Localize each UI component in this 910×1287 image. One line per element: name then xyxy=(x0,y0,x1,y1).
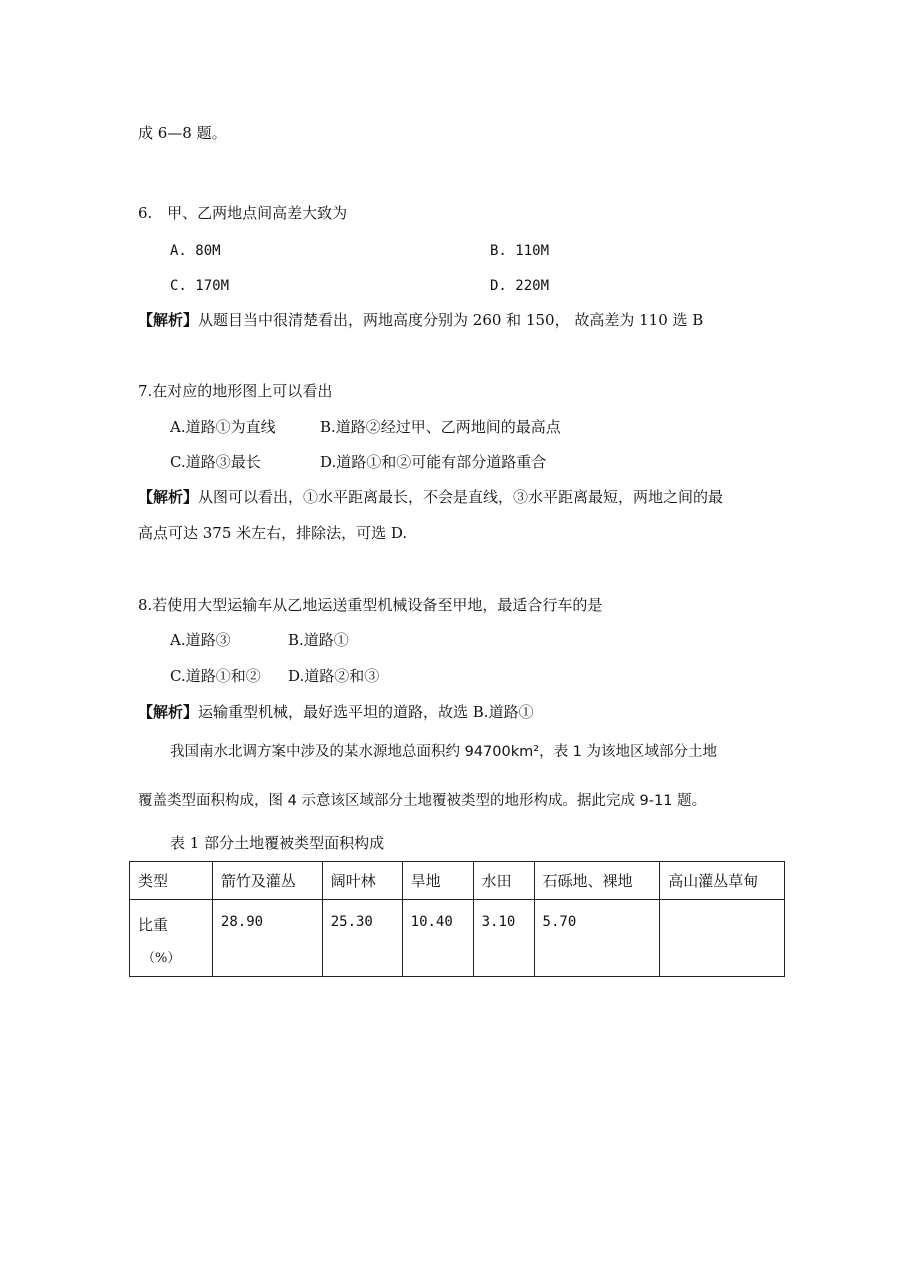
question-7-analysis xyxy=(138,487,723,509)
value-cell: 25.30 xyxy=(322,900,402,977)
header-cell: 高山灌丛草甸 xyxy=(660,862,785,900)
option-value: 170M xyxy=(195,278,230,294)
question-7-option-b: B.道路②经过甲、乙两地间的最高点 xyxy=(320,418,561,436)
analysis-tag: 【解析】 xyxy=(138,703,199,721)
question-7-option-c: C.道路③最长 xyxy=(170,453,261,471)
header-cell: 阔叶林 xyxy=(322,862,402,900)
option-value: 220M xyxy=(515,278,550,294)
value-cell: 3.10 xyxy=(473,900,534,977)
option-label: D. xyxy=(490,278,507,294)
question-8-option-c: C.道路①和② xyxy=(170,667,261,685)
value-cell: 10.40 xyxy=(402,900,473,977)
question-8-analysis xyxy=(138,702,534,724)
question-8-option-a: A.道路③ xyxy=(170,631,231,649)
option-value: 80M xyxy=(195,243,221,259)
row-label: 比重 xyxy=(138,916,169,934)
question-7-option-a: A.道路①为直线 xyxy=(170,418,276,436)
question-7-analysis-line-2: 高点可达 375 米左右，排除法，可选 D. xyxy=(138,524,408,542)
question-6-text: 甲、乙两地点间高差大致为 xyxy=(167,204,348,222)
option-label: B. xyxy=(490,243,507,259)
value-cell: 28.90 xyxy=(212,900,322,977)
header-cell: 箭竹及灌丛 xyxy=(212,862,322,900)
analysis-text: 运输重型机械，最好选平坦的道路，故选 B.道路① xyxy=(198,703,534,721)
land-cover-table xyxy=(129,861,785,977)
table-caption: 表 1 部分土地覆被类型面积构成 xyxy=(170,834,385,852)
question-6-number: 6. xyxy=(138,204,153,222)
question-8-option-b: B.道路① xyxy=(288,631,349,649)
passage-line-1: 我国南水北调方案中涉及的某水源地总面积约 94700km²，表 1 为该地区域部分土地 xyxy=(170,744,718,760)
row-label-cell xyxy=(130,900,213,977)
row-unit: （%） xyxy=(142,951,181,966)
analysis-text-line-1: 从图可以看出，①水平距离最长，不会是直线，③水平距离最短，两地之间的最 xyxy=(198,488,724,506)
header-cell: 水田 xyxy=(473,862,534,900)
header-cell: 石砾地、裸地 xyxy=(534,862,660,900)
question-6 xyxy=(138,203,347,225)
question-8-option-d: D.道路②和③ xyxy=(288,667,380,685)
value-cell: 5.70 xyxy=(534,900,660,977)
question-6-option-b xyxy=(490,241,549,263)
option-label: C. xyxy=(170,278,187,294)
question-6-option-a xyxy=(170,241,221,263)
analysis-tag: 【解析】 xyxy=(138,311,199,329)
value-cell xyxy=(660,900,785,977)
analysis-tag: 【解析】 xyxy=(138,488,199,506)
question-6-analysis xyxy=(138,310,703,332)
intro-fragment: 成 6—8 题。 xyxy=(138,124,227,142)
question-6-option-d xyxy=(490,276,549,298)
option-value: 110M xyxy=(515,243,550,259)
option-label: A. xyxy=(170,243,187,259)
question-7-text: 7.在对应的地形图上可以看出 xyxy=(138,382,333,400)
header-cell-type: 类型 xyxy=(130,862,213,900)
passage-line-2: 覆盖类型面积构成，图 4 示意该区域部分土地覆被类型的地形构成。据此完成 9-11 题。 xyxy=(138,793,707,809)
analysis-text: 从题目当中很清楚看出，两地高度分别为 260 和 150， 故高差为 110 选 B xyxy=(198,311,704,329)
table-header-row xyxy=(130,862,785,900)
table-row xyxy=(130,900,785,977)
question-8-text: 8.若使用大型运输车从乙地运送重型机械设备至甲地，最适合行车的是 xyxy=(138,596,603,614)
question-7-option-d: D.道路①和②可能有部分道路重合 xyxy=(320,453,547,471)
header-cell: 旱地 xyxy=(402,862,473,900)
question-6-option-c xyxy=(170,276,229,298)
